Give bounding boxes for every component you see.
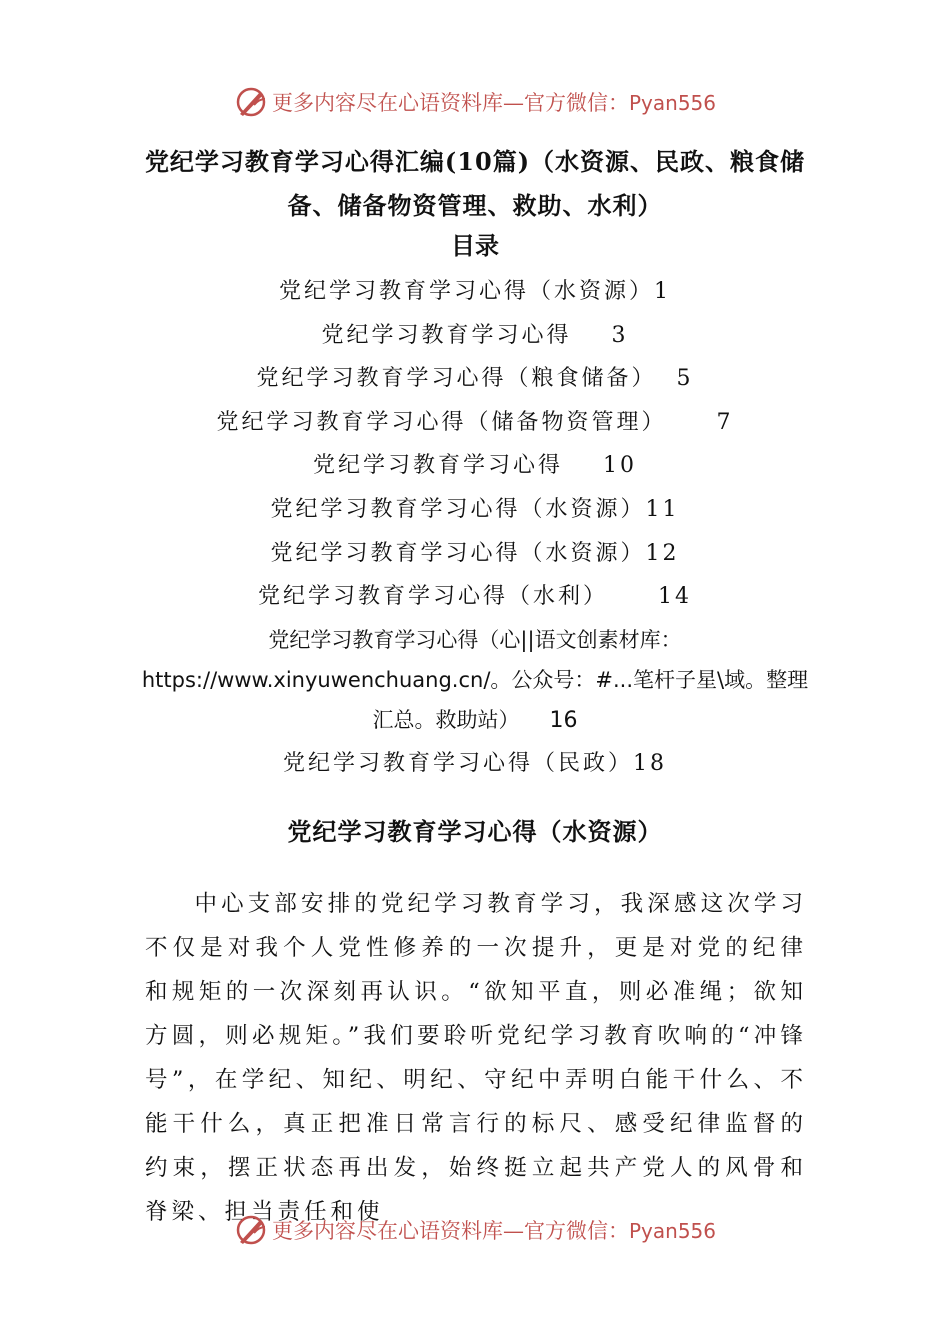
pen-logo-icon (234, 85, 268, 119)
toc-entry[interactable]: 党纪学习教育学习心得（水利） 14 (258, 584, 692, 610)
wechat-id: Pyan556 (628, 91, 716, 115)
toc-entry-last[interactable]: 党纪学习教育学习心得（民政）18 (282, 751, 667, 776)
toc-entry[interactable]: 党纪学习教育学习心得（水资源）1 (278, 279, 671, 304)
toc-entry-special[interactable] (140, 620, 810, 741)
footer-banner (0, 1210, 950, 1250)
table-of-contents (0, 270, 950, 619)
section-title: 党纪学习教育学习心得（水资源） (287, 817, 663, 846)
toc-entry[interactable]: 党纪学习教育学习心得（储备物资管理） 7 (216, 409, 734, 435)
toc-entry[interactable]: 党纪学习教育学习心得（粮食储备） 5 (256, 366, 694, 392)
toc-special-page: 16 (549, 708, 578, 733)
body-paragraph: 中心支部安排的党纪学习教育学习，我深感这次学习不仅是对我个人党性修养的一次提升，更是对党的纪律和规矩的一次深刻再认识。“欲知平直，则必准绳；欲知方圆，则必规矩。”我们要聆听党纪学习教育吹响的“冲锋号”，在学纪、知纪、明纪、守纪中弄明白能干什么、不能干什么，真正把准日常言行的标尺、感受纪律监督的约束，摆正状态再出发，始终挺立起共产党人的风骨和脊梁、担当责任和使 (145, 891, 807, 1225)
toc-entry[interactable]: 党纪学习教育学习心得 3 (321, 322, 629, 348)
pen-logo-icon (234, 1213, 268, 1247)
toc-heading: 目录 (451, 231, 499, 260)
toc-special-label: 党纪学习教育学习心得（心||语文创素材库：https://www.xinyuwenchuang.cn/。公众号：#...笔杆子星\域。整理汇总。救助站） (141, 628, 809, 732)
document-title: 党纪学习教育学习心得汇编(10篇)（水资源、民政、粮食储备、储备物资管理、救助、水利） (144, 147, 806, 220)
toc-entry[interactable]: 党纪学习教育学习心得 10 (313, 453, 637, 479)
wechat-id: Pyan556 (628, 1219, 716, 1243)
toc-entry[interactable]: 党纪学习教育学习心得（水资源）11 (270, 496, 680, 522)
toc-entry[interactable]: 党纪学习教育学习心得（水资源）12 (270, 540, 680, 566)
header-banner (0, 82, 950, 122)
banner-text: 更多内容尽在心语资料库—官方微信：Pyan556 (271, 91, 716, 115)
banner-text: 更多内容尽在心语资料库—官方微信：Pyan556 (271, 1219, 716, 1243)
